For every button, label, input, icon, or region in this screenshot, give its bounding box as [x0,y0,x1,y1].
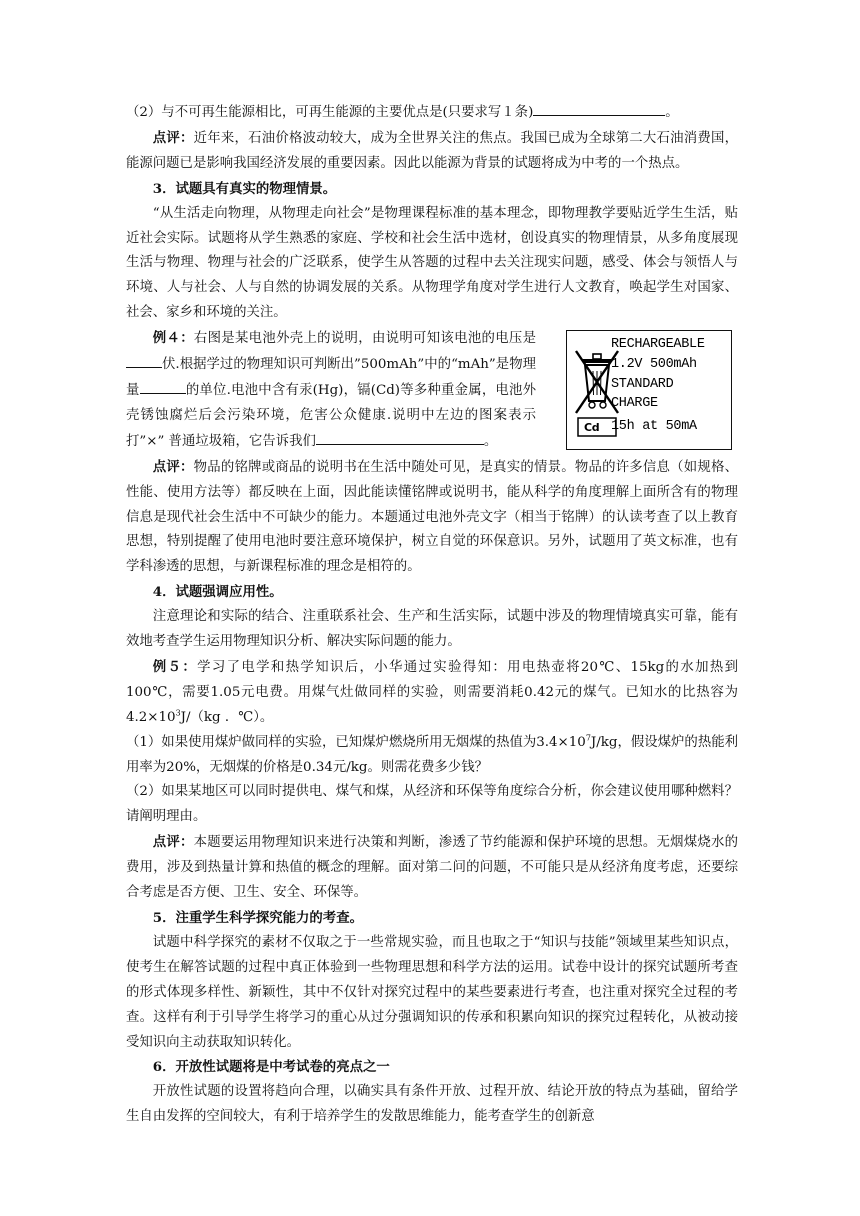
section-paragraph-3: “从生活走向物理，从物理走向社会”是物理课程标准的基本理念，即物理教学要贴近学生生活，贴近社会实际。试题将从学生熟悉的家庭、学校和社会生活中选材，创设真实的物理情景，从多角度展现生活与物理、物理与社会的广泛联系，使学生从答题的过程中去关注现实问题，感受、体会与领悟人与环境、人与社会、人与自然的协调发展的关系。从物理学角度对学生进行人文教育，唤起学生对国家、社会、家乡和环境的关注。 [126,205,738,321]
answer-blank [380,429,484,445]
battery-text-rating: 1.2V 500mAh [611,357,697,373]
cd-label: Cd [584,421,600,435]
example-4-block [126,326,738,455]
example-5-question-2: （2）如果某地区可以同时提供电、煤气和煤，从经济和环保等角度综合分析，你会建议使用哪种燃料？请阐明理由。 [126,784,738,825]
example-4-text: 例４：右图是某电池外壳上的说明，由说明可知该电池的电压是伏.根据学过的物理知识可判断出”500mAh”中的“mAh”是物理量 的单位.电池中含有汞(Hg)，镉(Cd)等多种重金属，电池外壳锈蚀腐烂后会污染环境，危害公众健康.说明中左边的图案表示打”×” 普通垃圾箱，它告诉我们 。 [126,330,537,449]
battery-label-image [566,330,732,450]
answer-blank [316,429,380,445]
answer-blank [140,378,186,394]
section-paragraph-4: 注意理论和实际的结合、注重联系社会、生产和生活实际，试题中涉及的物理情境真实可靠，能有效地考查学生运用物理知识分析、解决实际问题的能力。 [126,609,738,650]
example-5-paragraph: 例５：学习了电学和热学知识后，小华通过实验得知：用电热壶将20℃、15kg的水加热到100℃，需要1.05元电费。用煤气灶做同样的实验，则需要消耗0.42元的煤气。已知水的比热容为$4.2\times 10^3J/(kg$ ．℃）。 [126,658,738,725]
battery-text-standard: STANDARD [611,377,674,393]
comment-paragraph-4: 点评：物品的铭牌或商品的说明书在生活中随处可见，是真实的情景。物品的许多信息（如规格、性能、使用方法等）都反映在上面，因此能读懂铭牌或说明书，能从科学的角度理解上面所含有的物理信息是现代社会生活中不可缺少的能力。本题通过电池外壳文字（相当于铭牌）的认读考查了以上教育思想，特别提醒了使用电池时要注意环境保护，树立自觉的环保意识。另外，试题用了英文标准，也有学科渗透的思想，与新课程标准的理念是相符的。 [126,458,738,575]
battery-text-charge: CHARGE [611,396,658,412]
section-heading-4: 4．试题强调应用性。 [152,584,283,601]
answer-blank [533,100,665,116]
answer-blank [126,352,162,368]
comment-paragraph-5: 点评：本题要运用物理知识来进行决策和判断，渗透了节约能源和保护环境的思想。无烟煤烧水的费用，涉及到热量计算和热值的概念的理解。面对第二问的问题，不可能只是从经济角度考虑，还要综合考虑是否方便、卫生、安全、环保等。 [126,834,738,901]
example-5-question-1: （1）如果使用煤炉做同样的实验，已知煤炉燃烧所用无烟煤的热值为$3.4\times 10^7J/kg$，假设煤炉的热能利用率为20%，无烟煤的价格是0.34元/kg。则需花费多少钱？ [126,733,738,775]
battery-text-rechargeable: RECHARGEABLE [611,337,705,353]
section-heading-5: 5．注重学生科学探究能力的考查。 [152,910,363,926]
section-heading-6: 6．开放性试题将是中考试卷的亮点之一 [152,1059,390,1076]
section-paragraph-5: 试题中科学探究的素材不仅取之于一些常规实验，而且也取之于“知识与技能”领域里某些知识点，使考生在解答试题的过程中真正体验到一些物理思想和科学方法的运用。试卷中设计的探究试题所考查的形式体现多样性、新颖性，其中不仅针对探究过程中的某些要素进行考查，也注重对探究全过程的考查。这样有利于引导学生将学习的重心从过分强调知识的传承和积累向知识的探究过程转化，从被动接受知识向主动获取知识转化。 [126,934,738,1050]
battery-text-charge-time: 15h at 50mA [611,419,697,435]
question-2-line: （2）与不可再生能源相比，可再生能源的主要优点是(只要求写１条) 。 [126,100,738,126]
section-paragraph-6: 开放性试题的设置将趋向合理，以确实具有条件开放、过程开放、结论开放的特点为基础，留给学生自由发挥的空间较大，有利于培养学生的发散思维能力，能考查学生的创新意 [126,1084,738,1125]
comment-paragraph-1: 点评：近年来，石油价格波动较大，成为全世界关注的焦点。我国已成为全球第二大石油消费国，能源问题已是影响我国经济发展的重要因素。因此以能源为背景的试题将成为中考的一个热点。 [126,129,738,171]
document-body [126,100,738,1130]
section-heading-3: 3．试题具有真实的物理情景。 [152,180,337,197]
